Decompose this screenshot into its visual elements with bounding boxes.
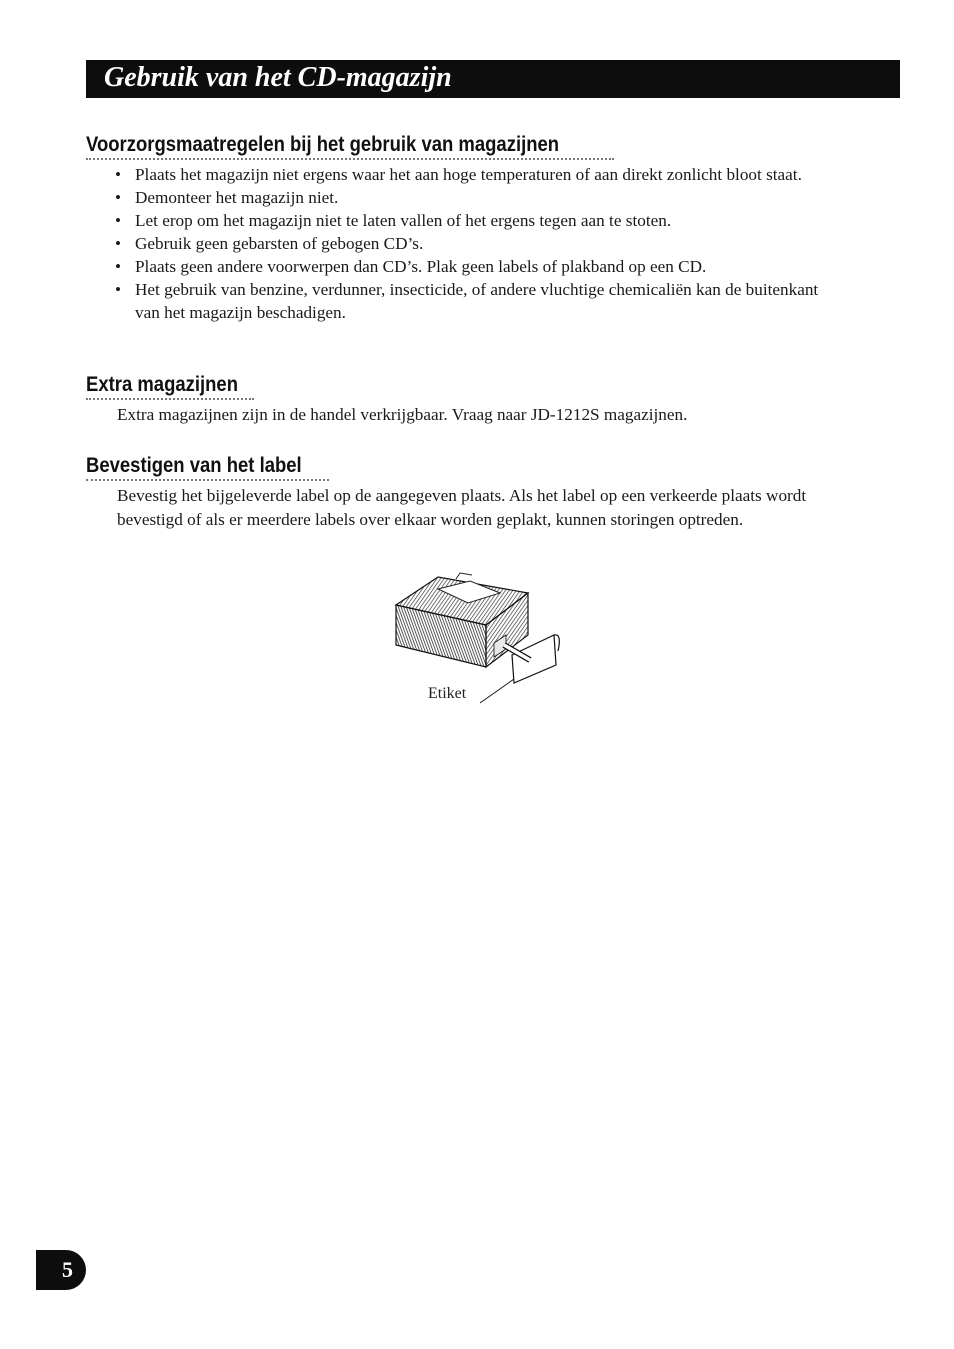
section-heading-label: Bevestigen van het label <box>86 454 302 477</box>
list-item: • Het gebruik van benzine, verdunner, insecticide, of andere vluchtige chemicaliën kan de buitenkant van het magazijn beschadigen. <box>112 278 847 324</box>
list-item: • Let erop om het magazijn niet te laten vallen of het ergens tegen aan te stoten. <box>112 209 847 232</box>
section-heading-precautions: Voorzorgsmaatregelen bij het gebruik van magazijnen <box>86 133 560 156</box>
precautions-list <box>112 163 847 324</box>
page-title: Gebruik van het CD-magazijn <box>104 62 452 93</box>
page-title-bar <box>86 60 900 98</box>
page-number: 5 <box>62 1257 73 1282</box>
page-number-tab <box>36 1250 86 1290</box>
list-item: • Plaats het magazijn niet ergens waar het aan hoge temperaturen of aan direkt zonlicht bloot staat. <box>112 163 847 186</box>
section-heading-extra-magazines: Extra magazijnen <box>86 373 239 396</box>
section-body-extra-magazines: Extra magazijnen zijn in de handel verkrijgbaar. Vraag naar JD-1212S magazijnen. <box>117 405 688 424</box>
section-body-label: Bevestig het bijgeleverde label op de aangegeven plaats. Als het label op een verkeerde plaats wordt bevestigd of als er meerdere labels over elkaar worden geplakt, kunnen storingen optreden. <box>117 486 807 529</box>
list-item: • Gebruik geen gebarsten of gebogen CD’s. <box>112 232 847 255</box>
heading-underline <box>86 158 614 160</box>
heading-underline <box>86 479 329 481</box>
cd-magazine-illustration <box>380 565 580 715</box>
list-item: • Plaats geen andere voorwerpen dan CD’s. Plak geen labels of plakband op een CD. <box>112 255 847 278</box>
heading-underline <box>86 398 254 400</box>
list-item: • Demonteer het magazijn niet. <box>112 186 847 209</box>
figure-label-etiket: Etiket <box>428 685 467 702</box>
